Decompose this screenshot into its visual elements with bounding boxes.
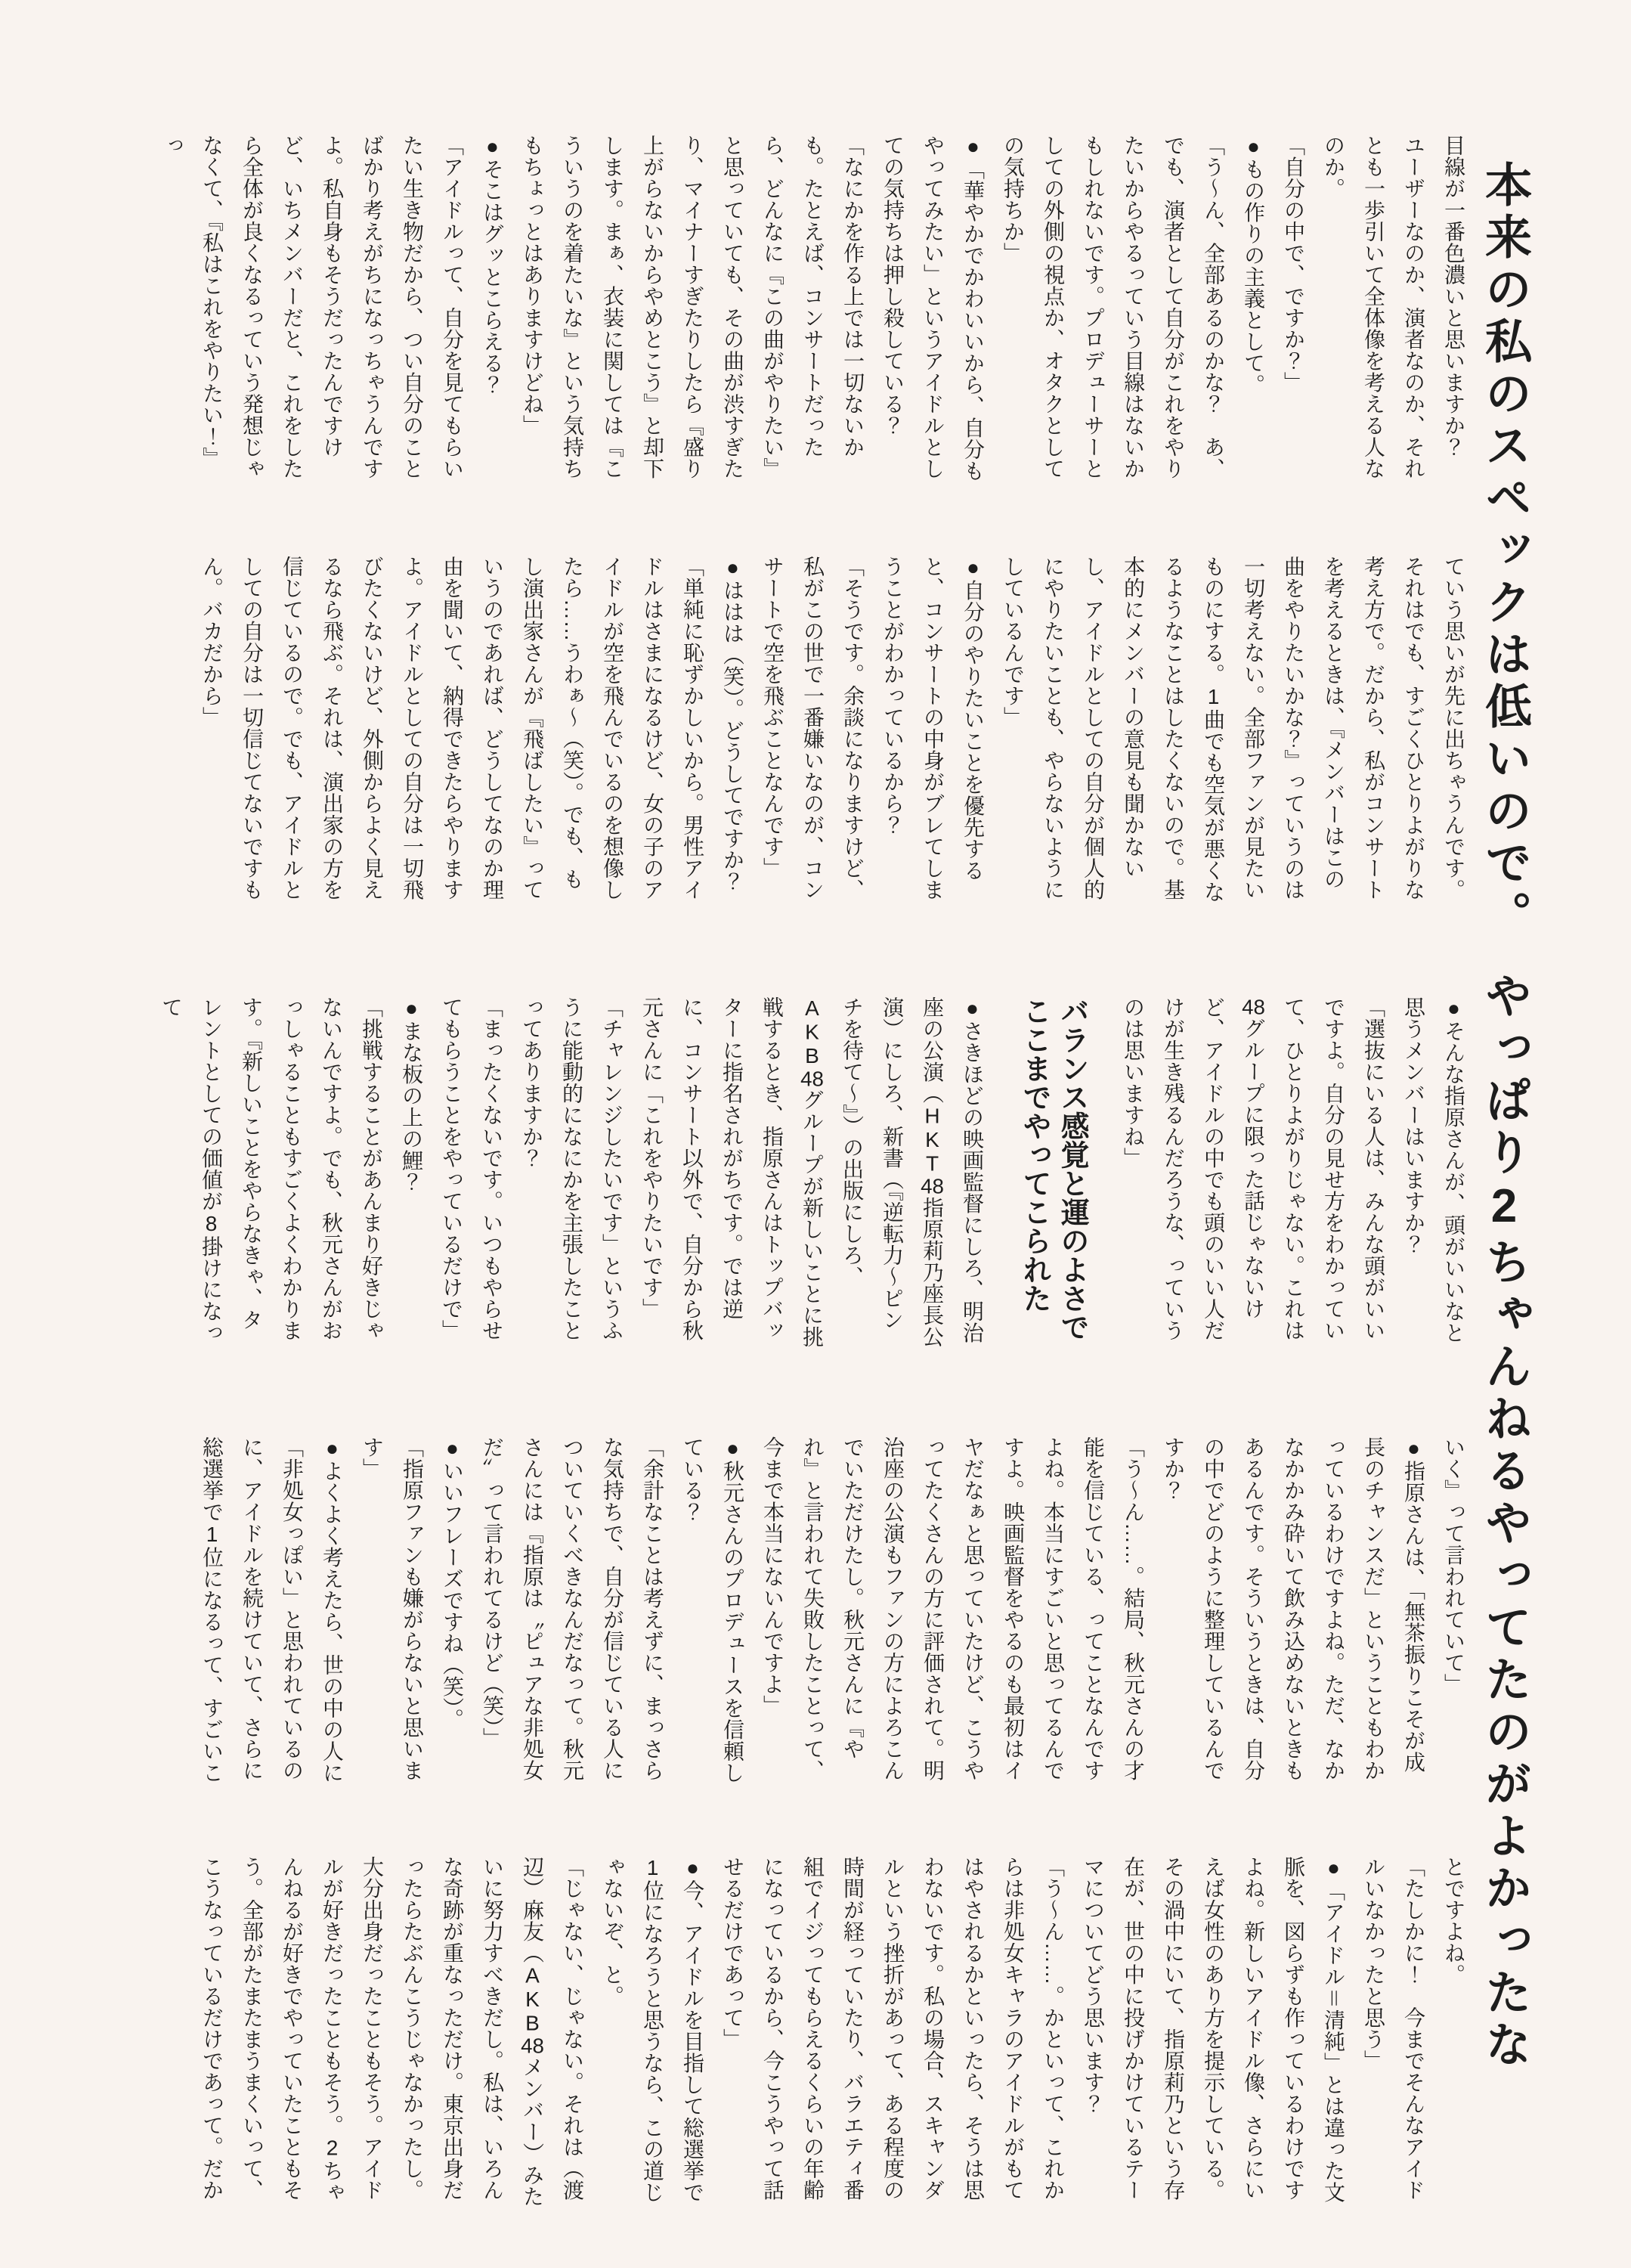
interviewee-answer: 「なにかを作る上では一切ないかも。たとえば、コンサートだったら、どんなに『この曲がやりたい』と思っていても、その曲が渋すぎたり、マイナーすぎたりしたら『盛り上がらないからやめとこう』と却下します。まぁ、衣装に関しては『こういうのを着たいな』という気持ちもちょっとはありますけどね」: [521, 135, 865, 479]
interviewee-answer: 「単純に恥ずかしいから。男性アイドルはさまになるけど、女の子のアイドルが空を飛んでいるのを想像したら……うわぁ〜（笑）。でも、もし演出家さんが『飛ばしたい』っていうのであれば、どうしてなのか理由を聞いて、納得できたらやりますよ。アイドルとしての自分は一切飛びたくないけど、外側からよく見えるなら飛ぶ。それは、演出家の方を信じているので。でも、アイドルとしての自分は一切信じてないですもん。バカだから」: [200, 556, 704, 900]
interviewer-question: ●さきほどの映画監督にしろ、明治座の公演（HKT48指原莉乃座長公演）にしろ、新書（『逆転力〜ピンチを待て〜』）の出版にしろ、AKB48グループが新しいことに挑戦するとき、指原さんはトップバッターに指名されがちです。では逆に、コンサート以外で、自分から秋元さんに「これをやりたいです」「チャレンジしたいです」というふうに能動的になにかを主張したことってありますか？: [520, 996, 984, 1348]
article-band-1: [121, 135, 1474, 486]
interviewee-answer: 「う〜ん……。結局、秋元さんの才能を信じている、ってことなんですよね。本当にすごいと思ってるんですよ。映画監督をやるのも最初はイヤだなぁと思っていたけど、こうやってたくさんの方に評価されて。明治座の公演もファンの方によろこんでいただけたし。秋元さんに『やれ』と言われて失敗したことって、今まで本当にないんですよ」: [761, 1436, 1145, 1781]
interviewee-answer: 「選抜にいる人は、みんな頭がいいですよ。自分の見せ方をわかっていて、ひとりよがりじゃない。これは48グループに限った話じゃないけど、アイドルの中でも頭のいい人だけが生き残るんだろうな、っていうのは思いますね」: [1122, 996, 1385, 1341]
interviewee-answer: 「挑戦することがあんまり好きじゃないんですよ。でも、秋元さんがおっしゃることもすごくよくわかります。『新しいことをやらなきゃ、タレントとしての価値が8掛けになって: [159, 996, 383, 1343]
interviewer-question: ●秋元さんのプロデュースを信頼している？: [681, 1436, 744, 1783]
interviewer-question: ●もの作りの主義として。: [1242, 135, 1265, 395]
interviewer-question: ●まな板の上の鯉？: [400, 996, 423, 1193]
continued-paragraph: ていう思いが先に出ちゃうんです。それはでも、すごくひとりよがりな考え方で。だから、私がコンサートを考えるときは、『メンバーはこの曲をやりたいかな？』っていうのは一切考えない。全部ファンが見たいものにする。1曲でも空気が悪くなるようなことはしたくないので。基本的にメンバーの意見も聞かないし、アイドルとしての自分が個人的にやりたいことも、やらないようにしているんです」: [1001, 556, 1465, 903]
interviewee-answer: 「う〜ん、全部あるのかな？ あ、でも、演者として自分がこれをやりたいからやるっていう目線はないかもしれないです。プロデューサーとしての外側の視点か、オタクとしての気持ちか」: [1001, 135, 1225, 479]
continued-paragraph: いく』って言われていて」: [1442, 1436, 1465, 1695]
interviewee-answer: 「余計なことは考えずに、まっさらな気持ちで、自分が信じている人についていくべきなんだなって。秋元さんには『指原は〝ピュアな非処女だ〟って言われてるけど（笑）」: [481, 1436, 664, 1781]
interviewer-question: ●「華やかでかわいいから、自分もやってみたい」というアイドルとしての気持ちは押し殺している？: [881, 135, 985, 482]
interviewee-answer: 「たしかに！ 今までそんなアイドルいなかったと思う」: [1362, 1856, 1425, 2201]
interviewee-answer: 「そうです。余談になりますけど、私がこの世で一番嫌いなのが、コンサートで空を飛ぶことなんです」: [761, 556, 865, 900]
article-band-2: [121, 556, 1474, 907]
interviewer-question: ●いいフレーズですね（笑）。: [441, 1436, 464, 1730]
interviewer-question: ●自分のやりたいことを優先すると、コンサートの中身がブレてしまうことがわかっているから？: [881, 556, 985, 900]
article-band-3: [121, 996, 1474, 1348]
continued-paragraph: 目線が一番色濃いと思いますか？ ユーザーなのか、演者なのか、それとも一歩引いて全体像を考える人なのか。: [1322, 135, 1465, 479]
interviewer-question: ●そんな指原さんが、頭がいいなと思うメンバーはいますか？: [1402, 996, 1465, 1343]
interviewer-question: ●今、アイドルを目指して総選挙で1位になろうと思うなら、この道じゃないぞ、と。: [601, 1856, 704, 2203]
interviewer-question: ●そこはグッとこらえる？: [481, 135, 504, 395]
continued-paragraph: とですよね。: [1442, 1856, 1465, 1985]
section-subheading-line: ここまでやってこられた: [1018, 996, 1050, 1312]
interviewee-answer: 「アイドルって、自分を見てもらいたい生き物だから、つい自分のことばかり考えがちになっちゃうんですよ。私自身もそうだったんですけど、いちメンバーだと、これをしたら全体が良くなるっていう発想じゃなくて、『私はこれをやりたい！』っ: [160, 135, 464, 479]
article-band-4: [121, 1436, 1474, 1788]
interviewee-answer: 「自分の中で、ですか？」: [1282, 135, 1305, 393]
page-headline: 本来の私のスペックは低いので。 やっぱり2ちゃんねるやってたのがよかったな: [1478, 160, 1530, 2072]
section-subheading: [1015, 996, 1091, 1348]
interviewer-question: ●指原さんは、「無茶振りこそが成長のチャンスだ」ということもわかっているわけですよね。ただ、なかなかかみ砕いて飲み込めないときもあるんです。そういうときは、自分の中でどのように整理しているんですか？: [1162, 1436, 1425, 1781]
interviewer-question: ●よくよく考えたら、世の中の人に「非処女っぽい」と思われているのに、アイドルを続けていて、さらに総選挙で1位になるって、すごいこ: [200, 1436, 344, 1783]
interviewee-answer: 「じゃない、じゃない。それは（渡辺）麻友（AKB48メンバー）みたいに努力すべきだし。私は、いろんな奇跡が重なっただけ。東京出身だったらたぶんこうじゃなかったし。大分出身だったこともそう。アイドルが好きだったこともそう。2ちゃんねるが好きでやっていたこともそう。全部がたまたまうまくいって、こうなっているだけであって。だか: [200, 1856, 584, 2208]
interviewee-answer: 「まったくないです。いつもやらせてもらうことをやっているだけで」: [440, 996, 503, 1341]
section-subheading-line: バランス感覚と運のよさで: [1056, 996, 1088, 1341]
article-band-5: [121, 1856, 1474, 2208]
interviewer-question: ●「アイドル＝清純」とは違った文脈を、図らずも作っているわけですよね。新しいアイドル像、さらにいえば女性のあり方を提示している。その渦中にいて、指原莉乃という存在が、世の中に投げかけているテーマについてどう思います？: [1082, 1856, 1345, 2204]
interviewer-question: ●ははは（笑）。どうしてですか？: [721, 556, 744, 892]
interviewee-answer: 「う〜ん……。かといって、これからは非処女キャラのアイドルがもてはやされるかといったら、そうは思わないです。私の場合、スキャンダルという挫折があって、ある程度の時間が経っていたり、バラエティ番組でイジってもらえるくらいの年齢になっているから、今こうやって話せるだけであって」: [721, 1856, 1065, 2201]
interviewee-answer: 「指原ファンも嫌がらないと思います」: [361, 1436, 424, 1781]
